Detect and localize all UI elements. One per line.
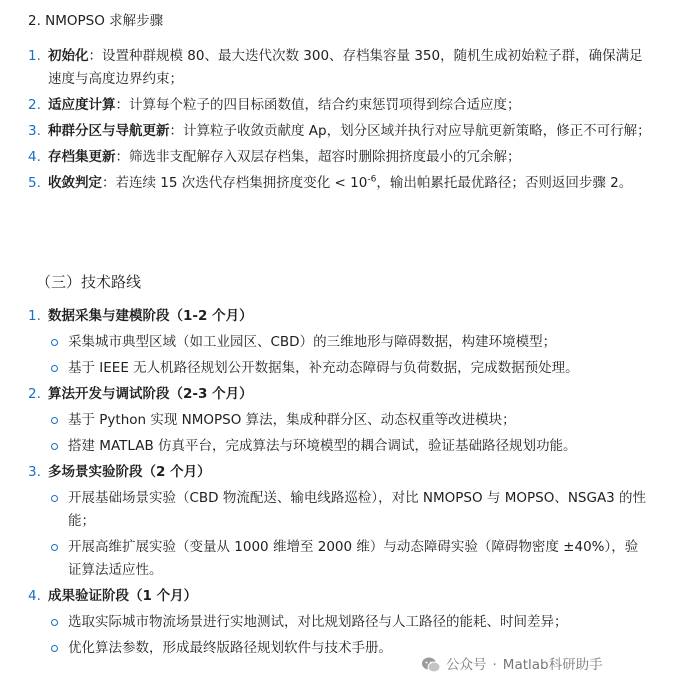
phase-item [0,461,681,582]
sub-item: 基于 Python 实现 NMOPSO 算法，集成种群分区、动态权重等改进模块； [48,409,651,432]
phase-title: 多场景实验阶段（2 个月） [48,464,211,480]
step-number: 4. [28,149,41,165]
watermark-separator: · [492,656,497,673]
sub-item: 开展高维扩展实验（变量从 1000 维增至 2000 维）与动态障碍实验（障碍物密度 ±40%），验证算法适应性。 [48,536,651,582]
step-number: 2. [28,97,41,113]
step-text: ：设置种群规模 80、最大迭代次数 300、存档集容量 350，随机生成初始粒子群，确保满足速度与高度边界约束； [48,48,643,87]
step-title: 初始化 [48,48,89,64]
wechat-icon [421,655,441,675]
sub-item: 优化算法参数，形成最终版路径规划软件与技术手册。 [48,637,651,660]
sub-item: 基于 IEEE 无人机路径规划公开数据集，补充动态障碍与负荷数据，完成数据预处理。 [48,357,651,380]
step-item [0,172,681,195]
phase-sub-list [48,487,651,582]
phase-number: 2. [28,386,41,402]
phase-sub-list [48,331,651,380]
sub-item: 采集城市典型区域（如工业园区、CBD）的三维地形与障碍数据，构建环境模型； [48,331,651,354]
step-title: 适应度计算 [48,97,116,113]
steps-list [0,45,681,198]
step-number: 1. [28,48,41,64]
phase-title: 算法开发与调试阶段（2-3 个月） [48,386,253,402]
phase-number: 1. [28,308,41,324]
watermark [421,654,603,676]
subsection-heading: （三）技术路线 [36,273,142,291]
phase-title: 数据采集与建模阶段（1-2 个月） [48,308,253,324]
sub-item: 开展基础场景实验（CBD 物流配送、输电线路巡检），对比 NMOPSO 与 MOPSO、NSGA3 的性能； [48,487,651,533]
watermark-prefix: 公众号 [446,656,487,673]
watermark-name: Matlab科研助手 [502,656,603,673]
step-item [0,45,681,91]
phase-title: 成果验证阶段（1 个月） [48,588,198,604]
step-title: 收敛判定 [48,175,102,191]
sub-item: 选取实际城市物流场景进行实地测试，对比规划路径与人工路径的能耗、时间差异； [48,611,651,634]
exponent: -6 [367,174,377,185]
step-text: ：计算粒子收敛贡献度 Ap，划分区域并执行对应导航更新策略，修正不可行解； [169,123,651,139]
phase-number: 3. [28,464,41,480]
phase-number: 4. [28,588,41,604]
step-text: ：若连续 15 次迭代存档集拥挤度变化 < 10 [102,175,368,191]
step-item [0,146,681,169]
phase-sub-list [48,409,651,458]
section-heading: 2. NMOPSO 求解步骤 [28,13,164,29]
step-number: 5. [28,175,41,191]
step-number: 3. [28,123,41,139]
step-text: ：计算每个粒子的四目标函数值，结合约束惩罚项得到综合适应度； [115,97,521,113]
step-item [0,94,681,117]
phase-list [0,305,681,663]
step-text: ：筛选非支配解存入双层存档集，超容时删除拥挤度最小的冗余解； [115,149,521,165]
sub-item: 搭建 MATLAB 仿真平台，完成算法与环境模型的耦合调试，验证基础路径规划功能。 [48,435,651,458]
step-item [0,120,681,143]
step-text-tail: ，输出帕累托最优路径；否则返回步骤 2。 [376,175,633,191]
phase-item [0,305,681,380]
phase-item [0,585,681,660]
phase-item [0,383,681,458]
step-title: 种群分区与导航更新 [48,123,170,139]
step-title: 存档集更新 [48,149,116,165]
